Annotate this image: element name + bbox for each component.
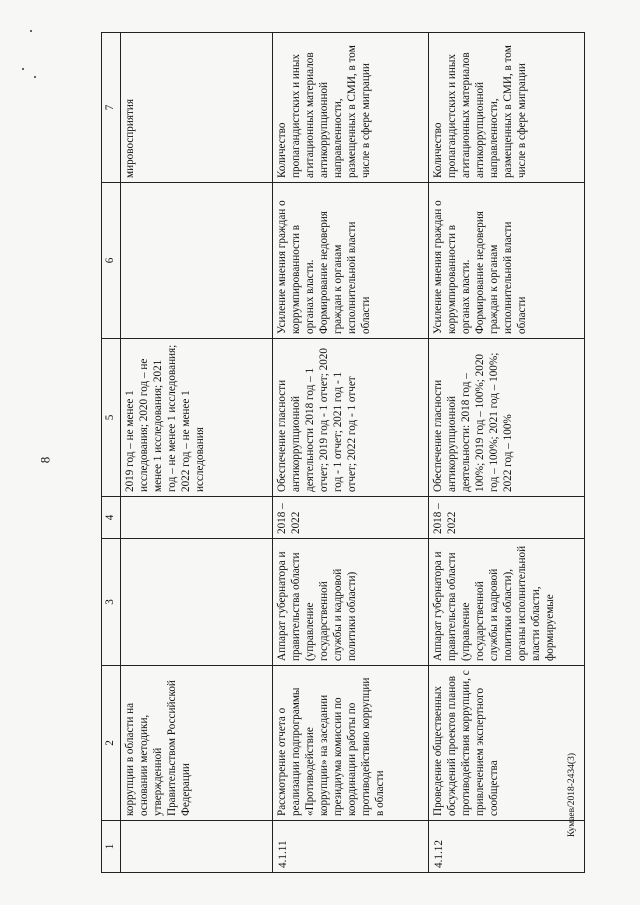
page-number: 8 bbox=[37, 456, 53, 464]
table-header-row bbox=[102, 33, 121, 873]
column-header: 1 bbox=[102, 821, 121, 873]
action-cell: коррупции в области на основании методики, утвержденной Правительством Российской Федерации bbox=[121, 666, 273, 821]
scan-speck bbox=[22, 68, 24, 70]
effect-cell: Усиление мнения граждан о коррумпированности в органах власти. Формирование недоверия граждан к органам исполнительной власти области bbox=[429, 183, 585, 339]
result-cell: Обеспечение гласности антикоррупционной деятельности: 2018 год – 100%; 2019 год – 100%; 2020 год – 100%; 2021 год – 100%; 2022 год – 100% bbox=[429, 339, 585, 497]
indicator-cell: Количество пропагандистских и иных агитационных материалов антикоррупционной направленности, размещенных в СМИ, в том числе в сфере миграции bbox=[429, 33, 585, 183]
term-cell: 2018 – 2022 bbox=[273, 497, 429, 539]
scan-speck bbox=[34, 76, 36, 78]
row-number bbox=[121, 821, 273, 873]
action-cell: Рассмотрение отчета о реализации подпрограммы «Противодействие коррупции» на заседании президиума комиссии по координации работы по противодействию коррупции в области bbox=[273, 666, 429, 821]
result-cell: Обеспечение гласности антикоррупционной деятельности 2018 год – 1 отчет; 2019 год - 1 отчет; 2020 год - 1 отчет; 2021 год - 1 отчет; 2022 год - 1 отчет bbox=[273, 339, 429, 497]
effect-cell: Усиление мнения граждан о коррумпированности в органах власти. Формирование недоверия граждан к органам исполнительной власти области bbox=[273, 183, 429, 339]
indicator-cell: мировосприятия bbox=[121, 33, 273, 183]
executor-cell: Аппарат губернатора и правительства области (управление государственной службы и кадровой политики области) bbox=[273, 539, 429, 666]
term-cell bbox=[121, 497, 273, 539]
term-cell: 2018 – 2022 bbox=[429, 497, 585, 539]
measures-table bbox=[101, 33, 556, 873]
column-header: 7 bbox=[102, 33, 121, 183]
effect-cell bbox=[121, 183, 273, 339]
scan-speck bbox=[30, 30, 32, 32]
executor-cell bbox=[121, 539, 273, 666]
column-header: 3 bbox=[102, 539, 121, 666]
column-header: 6 bbox=[102, 183, 121, 339]
result-cell: 2019 год – не менее 1 исследования; 2020 год – не менее 1 исследования; 2021 год – не менее 1 исследования; 2022 год – не менее 1 исследования bbox=[121, 339, 273, 497]
document-code: Кумаев/2018-2434(3) bbox=[567, 753, 577, 837]
indicator-cell: Количество пропагандистских и иных агитационных материалов антикоррупционной направленности, размещенных в СМИ, в том числе в сфере миграции bbox=[273, 33, 429, 183]
column-header: 4 bbox=[102, 497, 121, 539]
column-header: 5 bbox=[102, 339, 121, 497]
action-cell: Проведение общественных обсуждений проектов планов противодействия коррупции, с привлечением экспертного сообщества bbox=[429, 666, 585, 821]
table-row bbox=[429, 33, 585, 873]
row-number: 4.1.12 bbox=[429, 821, 585, 873]
executor-cell: Аппарат губернатора и правительства области (управление государственной службы и кадровой политики области), органы исполнительной власти области, формируемые bbox=[429, 539, 585, 666]
table-row bbox=[121, 33, 273, 873]
table-row bbox=[273, 33, 429, 873]
row-number: 4.1.11 bbox=[273, 821, 429, 873]
column-header: 2 bbox=[102, 666, 121, 821]
